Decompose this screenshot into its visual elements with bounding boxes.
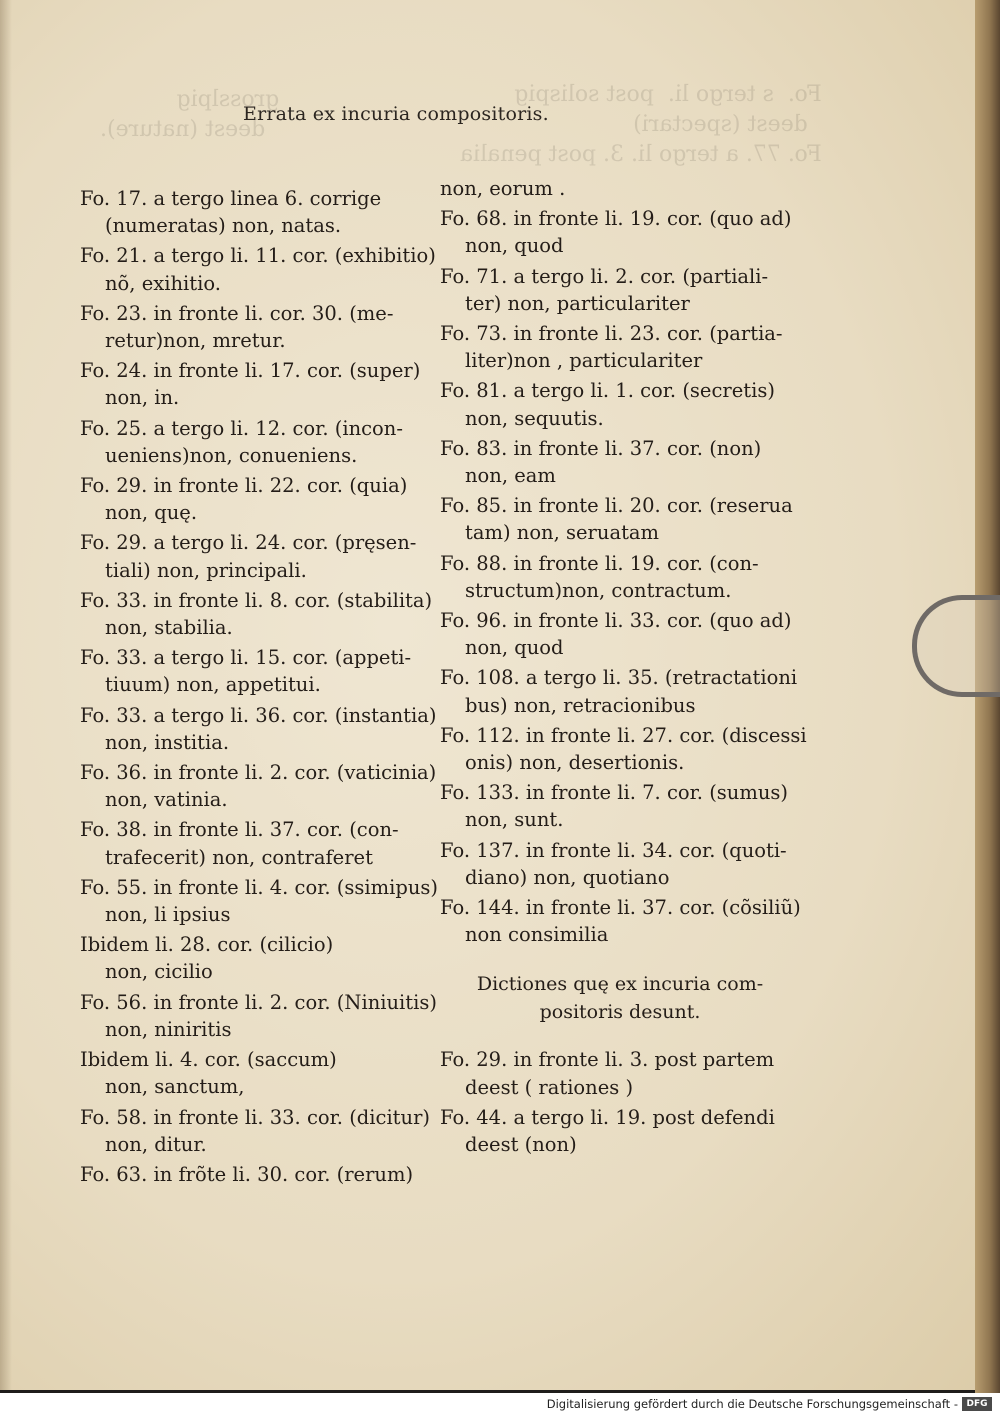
errata-line: Fo. 58. in fronte li. 33. cor. (dicitur) xyxy=(80,1105,431,1129)
errata-line: Fo. 71. a tergo li. 2. cor. (partiali- xyxy=(440,264,769,288)
errata-line: Fo. 33. in fronte li. 8. cor. (stabilita) xyxy=(80,588,433,612)
errata-entry xyxy=(440,175,800,202)
errata-line: diano) non, quotiano xyxy=(465,865,670,889)
omissions-heading-line: positoris desunt. xyxy=(539,1001,701,1024)
errata-line: non, sequutis. xyxy=(465,406,604,430)
errata-line: Fo. 68. in fronte li. 19. cor. (quo ad) xyxy=(440,207,792,231)
errata-line: Fo. 88. in fronte li. 19. cor. (con- xyxy=(440,551,759,575)
errata-entry xyxy=(440,779,800,833)
page-heading: Errata ex incuria compositoris. xyxy=(243,103,549,125)
errata-line: Fo. 144. in fronte li. 37. cor. (cõsiliũ) xyxy=(440,896,801,920)
errata-line: non, vatinia. xyxy=(105,788,228,812)
errata-line: Fo. 63. in frõte li. 30. cor. (rerum) xyxy=(80,1162,414,1186)
errata-entry xyxy=(80,1104,431,1158)
dfg-logo: DFG xyxy=(962,1397,992,1411)
errata-entry xyxy=(80,415,420,469)
errata-entry xyxy=(440,837,800,891)
errata-line: nõ, exihitio. xyxy=(105,271,221,295)
errata-entry xyxy=(440,1104,800,1158)
errata-entry xyxy=(80,644,420,698)
errata-line: Fo. 23. in fronte li. cor. 30. (me- xyxy=(80,301,394,325)
errata-line: Ibidem li. 28. cor. (cilicio) xyxy=(80,933,334,957)
errata-entry xyxy=(80,1161,420,1188)
errata-entry xyxy=(80,185,420,239)
errata-line: non consimilia xyxy=(465,923,609,947)
errata-entry xyxy=(80,357,420,411)
errata-line: Fo. 24. in fronte li. 17. cor. (super) xyxy=(80,359,421,383)
errata-line: Fo. 17. a tergo linea 6. corrige xyxy=(80,187,382,210)
errata-line: Fo. 21. a tergo li. 11. cor. (exhibitio) xyxy=(80,244,436,268)
errata-line: Fo. 96. in fronte li. 33. cor. (quo ad) xyxy=(440,609,792,633)
errata-entry xyxy=(80,1046,420,1100)
errata-line: structum)non, contractum. xyxy=(465,578,732,602)
errata-line: non, li ipsius xyxy=(105,903,231,927)
errata-line: liter)non , particulariter xyxy=(465,349,703,373)
errata-entry xyxy=(80,472,420,526)
errata-line: Fo. 33. a tergo li. 15. cor. (appeti- xyxy=(80,646,412,670)
errata-line: ueniens)non, conueniens. xyxy=(105,443,358,467)
omissions-heading-line: Dictiones quę ex incuria com- xyxy=(476,973,764,996)
errata-entry xyxy=(440,320,800,374)
errata-line: (numeratas) non, natas. xyxy=(105,214,342,238)
errata-line: Fo. 29. a tergo li. 24. cor. (pręsen- xyxy=(80,531,417,555)
errata-line: non, quod xyxy=(465,636,564,660)
errata-line: non, quod xyxy=(465,234,564,258)
errata-line: non, in. xyxy=(105,386,180,410)
footer-text: Digitalisierung gefördert durch die Deutsche Forschungsgemeinschaft - xyxy=(546,1397,958,1411)
errata-line: Fo. 55. in fronte li. 4. cor. (ssimipus) xyxy=(80,875,439,899)
errata-line: non, cicilio xyxy=(105,960,213,984)
errata-line: Fo. 25. a tergo li. 12. cor. (incon- xyxy=(80,416,403,440)
errata-line: non, ditur. xyxy=(105,1132,207,1156)
errata-line: Fo. 81. a tergo li. 1. cor. (secretis) xyxy=(440,379,775,403)
errata-entry xyxy=(80,300,420,354)
omissions-heading xyxy=(440,970,800,1026)
errata-entry xyxy=(440,263,800,317)
errata-line: bus) non, retracionibus xyxy=(465,693,696,717)
errata-entry xyxy=(80,989,437,1043)
errata-line: tiuum) non, appetitui. xyxy=(105,673,321,697)
errata-line: non, niniritis xyxy=(105,1017,232,1041)
errata-line: Fo. 38. in fronte li. 37. cor. (con- xyxy=(80,818,399,842)
errata-line: non, sanctum, xyxy=(105,1075,245,1099)
errata-entry xyxy=(440,607,800,661)
errata-line: Fo. 85. in fronte li. 20. cor. (reserua xyxy=(440,494,793,518)
footer-bar xyxy=(0,1393,1000,1415)
errata-line: Fo. 108. a tergo li. 35. (retractationi xyxy=(440,666,798,690)
errata-line: Fo. 133. in fronte li. 7. cor. (sumus) xyxy=(440,781,789,805)
errata-line: Fo. 83. in fronte li. 37. cor. (non) xyxy=(440,436,762,460)
errata-entry xyxy=(440,722,807,776)
errata-line: non, quę. xyxy=(105,501,198,525)
errata-entry xyxy=(440,894,800,948)
errata-entry xyxy=(440,550,800,604)
paper-clip xyxy=(912,595,1000,697)
errata-entry xyxy=(440,492,800,546)
errata-line: non, eam xyxy=(465,464,556,488)
errata-line: Ibidem li. 4. cor. (saccum) xyxy=(80,1048,337,1072)
errata-left-column xyxy=(80,185,439,1191)
errata-line: ter) non, particulariter xyxy=(465,291,690,315)
errata-line: Fo. 137. in fronte li. 34. cor. (quoti- xyxy=(440,838,787,862)
errata-entry xyxy=(80,587,433,641)
errata-line: Fo. 29. in fronte li. 3. post partem xyxy=(440,1048,775,1072)
errata-entry xyxy=(80,816,420,870)
errata-line: non, eorum . xyxy=(440,177,566,200)
errata-line: deest ( rationes ) xyxy=(465,1075,634,1099)
errata-entry xyxy=(80,242,436,296)
errata-line: Fo. 29. in fronte li. 22. cor. (quia) xyxy=(80,474,408,498)
errata-line: non, stabilia. xyxy=(105,616,233,640)
errata-line: Fo. 56. in fronte li. 2. cor. (Niniuitis) xyxy=(80,990,437,1014)
errata-entry xyxy=(80,931,420,985)
errata-line: onis) non, desertionis. xyxy=(465,751,685,775)
errata-entry xyxy=(440,435,800,489)
gutter-shadow xyxy=(0,0,12,1390)
errata-line: deest (non) xyxy=(465,1133,577,1157)
errata-entry xyxy=(80,702,437,756)
errata-entry xyxy=(80,529,420,583)
errata-line: non, institia. xyxy=(105,730,230,754)
errata-entry xyxy=(440,1046,800,1100)
errata-line: Fo. 44. a tergo li. 19. post defendi xyxy=(440,1105,775,1129)
errata-entry xyxy=(440,377,800,431)
errata-line: Fo. 112. in fronte li. 27. cor. (discessi xyxy=(440,723,807,747)
show-through-text: grosslpig deest (nature). xyxy=(100,87,280,142)
errata-entry xyxy=(440,205,800,259)
errata-line: Fo. 33. a tergo li. 36. cor. (instantia) xyxy=(80,703,437,727)
errata-right-column xyxy=(440,175,807,1161)
show-through-text: Fo. s tergo li. post solispig deest (spectari) Fo. 77. a tergo li. 3. post penalia xyxy=(460,82,822,167)
errata-line: non, sunt. xyxy=(465,808,564,832)
errata-entry xyxy=(440,664,800,718)
errata-line: retur)non, mretur. xyxy=(105,329,286,353)
errata-line: tiali) non, principali. xyxy=(105,558,307,582)
errata-line: Fo. 73. in fronte li. 23. cor. (partia- xyxy=(440,322,783,346)
errata-entry xyxy=(80,874,439,928)
errata-line: trafecerit) non, contraferet xyxy=(105,845,373,869)
errata-entry xyxy=(80,759,437,813)
errata-line: Fo. 36. in fronte li. 2. cor. (vaticinia) xyxy=(80,761,437,785)
errata-line: tam) non, seruatam xyxy=(465,521,660,545)
